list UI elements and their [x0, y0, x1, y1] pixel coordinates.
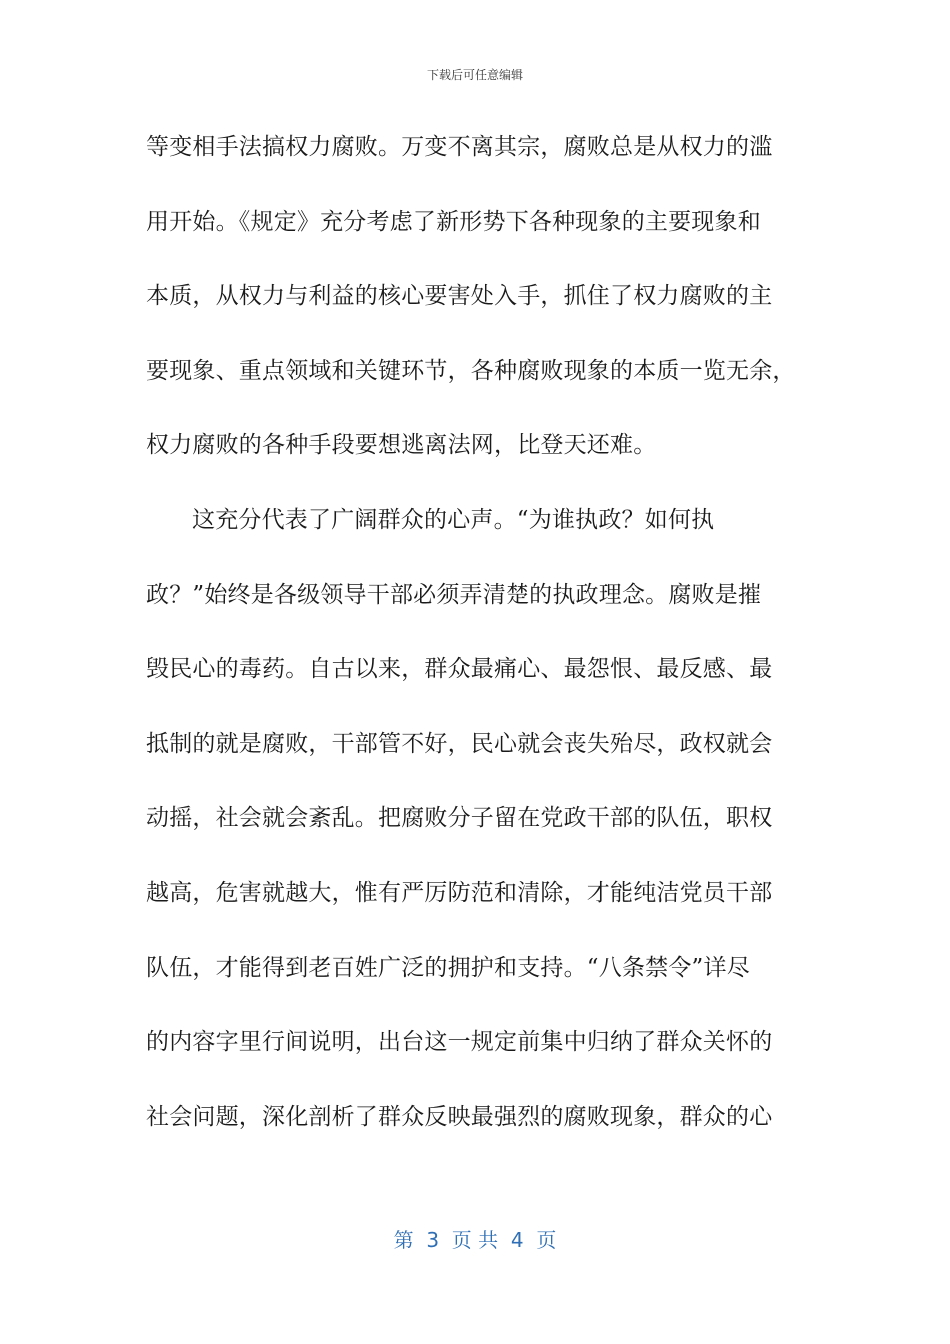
document-body — [146, 124, 808, 1168]
page-number: 第 3 页 共 4 页 — [393, 1228, 557, 1252]
download-note: 下载后可任意编辑 — [426, 68, 523, 82]
text-line: 的内容字里行间说明，出台这一规定前集中归纳了群众关怀的 — [146, 1029, 773, 1056]
text-line: 动摇，社会就会紊乱。把腐败分子留在党政干部的队伍，职权 — [146, 805, 773, 832]
text-line: 抵制的就是腐败，干部管不好，民心就会丧失殆尽，政权就会 — [146, 730, 773, 757]
text-line: 社会问题，深化剖析了群众反映最强烈的腐败现象，群众的心 — [146, 1103, 773, 1130]
text-line: 越高，危害就越大，惟有严厉防范和清除，才能纯洁党员干部 — [146, 879, 773, 906]
text-line: 毁民心的毒药。自古以来，群众最痛心、最怨恨、最反感、最 — [146, 656, 773, 683]
text-line: 用开始。《规定》充分考虑了新形势下各种现象的主要现象和 — [146, 208, 761, 235]
text-line: 要现象、重点领域和关键环节，各种腐败现象的本质一览无余， — [146, 357, 796, 384]
paragraph-start-line: 这充分代表了广阔群众的心声。“为谁执政？如何执 — [192, 506, 715, 533]
text-line: 政？”始终是各级领导干部必须弄清楚的执政理念。腐败是摧 — [146, 581, 762, 608]
text-line: 权力腐败的各种手段要想逃离法网，比登天还难。 — [146, 432, 657, 459]
text-line: 队伍，才能得到老百姓广泛的拥护和支持。“八条禁令”详尽 — [146, 954, 750, 981]
text-line: 等变相手法搞权力腐败。万变不离其宗，腐败总是从权力的滥 — [146, 134, 773, 160]
text-line: 本质，从权力与利益的核心要害处入手，抓住了权力腐败的主 — [146, 283, 773, 310]
